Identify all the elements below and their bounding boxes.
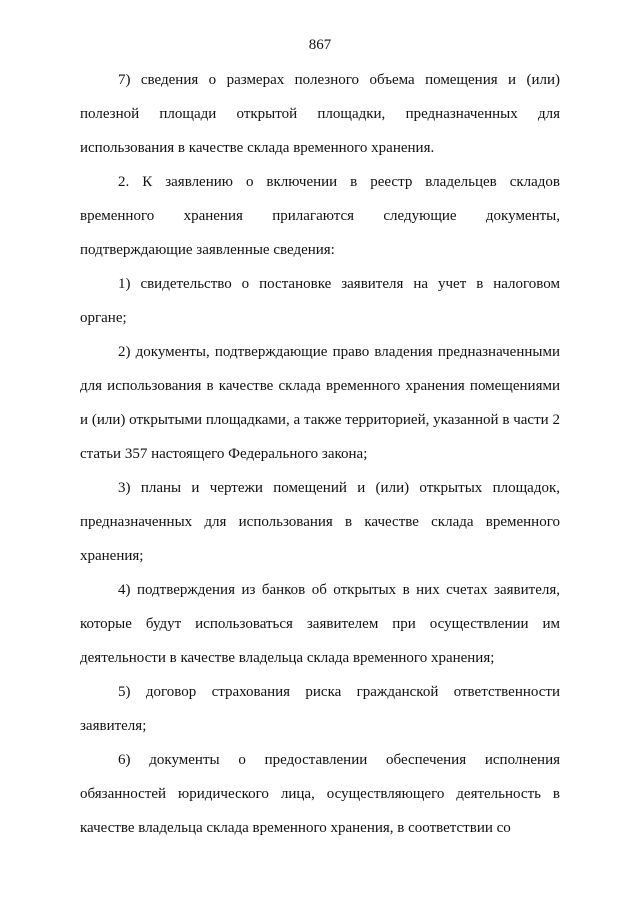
paragraph-item-5-insurance-contract: 5) договор страхования риска гражданской ответственности заявителя; xyxy=(80,684,560,734)
paragraph-item-3-plans-drawings: 3) планы и чертежи помещений и (или) открытых площадок, предназначенных для использования в качестве склада временного хранения; xyxy=(80,480,560,564)
paragraph-section-2-intro: 2. К заявлению о включении в реестр владельцев складов временного хранения прилагаются следующие документы, подтверждающие заявленные сведения: xyxy=(80,174,560,258)
document-body xyxy=(80,63,560,845)
paragraph-item-1-tax-certificate: 1) свидетельство о постановке заявителя на учет в налоговом органе; xyxy=(80,276,560,326)
paragraph-item-6-security-documents: 6) документы о предоставлении обеспечения исполнения обязанностей юридического лица, осуществляющего деятельность в качестве владельца склада временного хранения, в соответствии со xyxy=(80,752,560,836)
paragraph-item-7-volume-area: 7) сведения о размерах полезного объема помещения и (или) полезной площади открытой площадки, предназначенных для использования в качестве склада временного хранения. xyxy=(80,72,560,156)
paragraph-item-2-ownership-documents: 2) документы, подтверждающие право владения предназначенными для использования в качестве склада временного хранения помещениями и (или) открытыми площадками, а также территорией, указанной в части 2 статьи 357 настоящего Федерального закона; xyxy=(80,344,560,462)
page-number: 867 xyxy=(308,37,332,53)
paragraph-item-4-bank-confirmations: 4) подтверждения из банков об открытых в них счетах заявителя, которые будут использоваться заявителем при осуществлении им деятельности в качестве владельца склада временного хранения; xyxy=(80,582,560,666)
